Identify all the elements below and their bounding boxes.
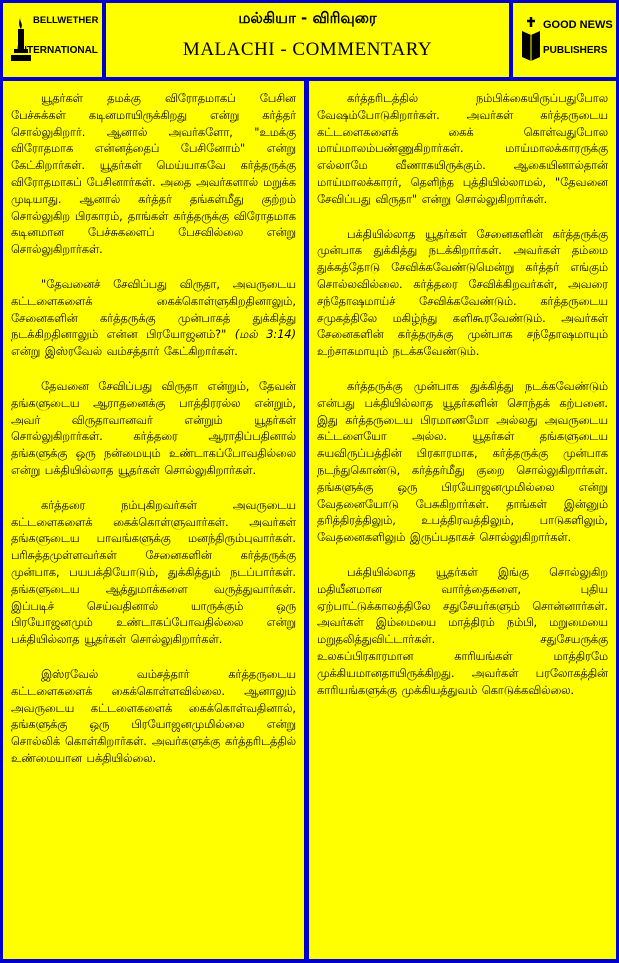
scripture-quote: "தேவனைச் சேவிப்பது விருதா, அவருடைய கட்டளைகளைக் கைக்கொள்ளுகிறதினாலும், சேனைகளின் கர்த்தருக்கு முன்பாகத் துக்கித்து நடக்கிறதினாலும் என்ன பிரயோஜனம்?" [11,277,296,342]
bellwether-candle-icon [9,13,33,65]
bellwether-line2: INTERNATIONAL [17,45,98,56]
header-left-logo [3,3,102,77]
paragraph: கர்த்தருக்கு முன்பாக துக்கித்து நடக்கவேண்டும் என்பது பக்தியில்லாத யூதர்களின் சொந்தக் கற்பனை. இது கர்த்தருடைய பிரமாணமோ அல்லது அவருடைய கட்டளையோ அல்ல. யூதர்கள் தங்களுடைய சுயவிருப்பத்தின் பிரகாரமாக, கர்த்தருக்கு முன்பாக நடந்துகொண்டு, கர்த்தர்மீது குறை சொல்லுகிறார்கள். தங்களுக்கு ஒரு பிரயோஜனமுமில்லை என்று வேதனையோடு பேசுகிறார்கள். தாங்கள் இன்னும் தரித்திரத்திலும், உபத்திரவத்திலும், பாடுகளிலும், வேதனைகளிலும் இருப்பதாகச் சொல்லுகிறார்கள். [317,379,608,545]
good-news-line1: GOOD NEWS [543,19,613,31]
scripture-reference: (மல் 3:14) [234,328,296,342]
title-english: MALACHI - COMMENTARY [182,39,433,60]
paragraph: பக்தியில்லாத யூதர்கள் இங்கு சொல்லுகிற மதியீனமான வார்த்தைகளை, புதிய ஏற்பாட்டுக்காலத்திலே சதுசேயர்களும் சொன்னார்கள். அவர்கள் இம்மையை மாத்திரம் நம்பி, மறுமையை மறுதலித்துவிட்டார்கள். சதுசேயருக்கு உலகப்பிரகாரமான காரியங்கள் மாத்திரமே முக்கியமானதாயிருக்கிறது. அவர்கள் பரலோகத்தின் காரியங்களுக்கு முக்கியத்துவம் கொடுக்கவில்லை. [317,565,608,697]
paragraph: கர்த்தரிடத்தில் நம்பிக்கையிருப்பதுபோல வேஷம்போடுகிறார்கள். அவர்கள் கர்த்தருடைய கட்டளைகளைக் கைக் கொள்வதுபோல மாய்மாலம்பண்ணுகிறார்கள். மாய்மாலக்காரருக்கு எல்லாமே வீணாகயிருக்கும். ஆகையினால்தான் மாய்மாலக்காரர், தெளிந்த புத்தியில்லாமல், "தேவனை சேவிப்பது விருதா" என்று சொல்லுகிறார்கள். [317,92,608,206]
left-column [3,81,304,959]
paragraph: தேவனை சேவிப்பது விருதா என்றும், தேவன் தங்களுடைய ஆராதனைக்கு பாத்திரரல்ல என்றும், அவர் விருதாவானவர் என்றும் யூதர்கள் சொல்லுகிறார்கள். கர்த்தரை ஆராதிப்பதினால் தங்களுக்கு ஒரு நன்மையும் உண்டாகப்போவதில்லை என்று பக்தியில்லாத யூதர்கள் சொல்லுகிறார்கள். [11,379,296,477]
header-right-logo [513,3,616,77]
bellwether-line1: BELLWETHER [33,15,99,26]
good-news-book-icon [519,13,543,65]
good-news-line2: PUBLISHERS [543,45,608,56]
paragraph: யூதர்கள் தமக்கு விரோதமாகப் பேசின பேச்சுக்கள் கடினமாயிருக்கிறது என்று கர்த்தர் சொல்லுகிறார். ஆனால் அவர்களோ, "உமக்கு விரோதமாக என்னத்தைப் பேசினோம்" என்று கேட்கிறார்கள். யூதர்கள் மெய்யாகவே கர்த்தருக்கு விரோதமாகப் பேசினார்கள். அதை அவர்களால் மறுக்க முடியாது. ஆனால் கர்த்தர் தங்கள்மீது குற்றம் சொல்லுகிற பிரகாரம், தாங்கள் கர்த்தருக்கு விரோதமாக கடினமான பேச்சுகளைப் பேசவில்லை என்று சொல்லுகிறார்கள். [11,92,296,257]
paragraph [11,277,296,361]
title-tamil: மல்கியா - விரிவுரை [238,9,377,27]
paragraph: பக்தியில்லாத யூதர்கள் சேனைகளின் கர்த்தருக்கு முன்பாக துக்கித்து நடக்கிறார்கள். அவர்கள் தம்மை துக்கத்தோடு சேவிக்கவேண்டுமென்று கர்த்தர் எங்கும் சொல்லவில்லை. கர்த்தரை சேவிக்கிறவர்கள், அவரை சந்தோஷமாய்ச் சேவிக்கவேண்டும். கர்த்தருடைய சமுகத்திலே மகிழ்ந்து களிகூரவேண்டும். அவர்கள் சேனைகளின் கர்த்தருக்கு முன்பாக சந்தோஷமாயும் உற்சாகமாயும் நடக்கவேண்டும். [317,227,608,359]
paragraph: கர்த்தரை நம்புகிறவர்கள் அவருடைய கட்டளைகளைக் கைக்கொள்ளுவார்கள். அவர்கள் தங்களுடைய பாவங்களுக்கு மனந்திரும்புவார்கள். பரிசுத்தமுள்ளவர்கள் சேனைகளின் கர்த்தருக்கு முன்பாக, பயபக்தியோடும், துக்கித்தும் நடப்பார்கள். தங்களுடைய ஆத்துமாக்களை வருத்துவார்கள். இப்படிச் செய்வதினால் யாருக்கும் ஒரு பிரயோஜனமும் உண்டாகப்போவதில்லை என்று பக்தியில்லாத யூதர்கள் சொல்லுகிறார்கள். [11,498,296,647]
right-column [309,81,616,959]
paragraph: இஸ்ரவேல் வம்சத்தார் கர்த்தருடைய கட்டளைகளைக் கைக்கொள்ளவில்லை. ஆனாலும் அவருடைய கட்டளைகளைக் கைக்கொள்வதினால், தங்களுக்கு ஒரு பிரயோஜனமுமில்லை என்று சொல்லிக் கொள்கிறார்கள். அவர்களுக்கு கர்த்தரிடத்தில் உண்மையான பக்தியில்லை. [11,667,296,765]
header-title [106,3,509,77]
paragraph-tail: என்று இஸ்ரவேல் வம்சத்தார் கேட்கிறார்கள். [11,345,238,359]
